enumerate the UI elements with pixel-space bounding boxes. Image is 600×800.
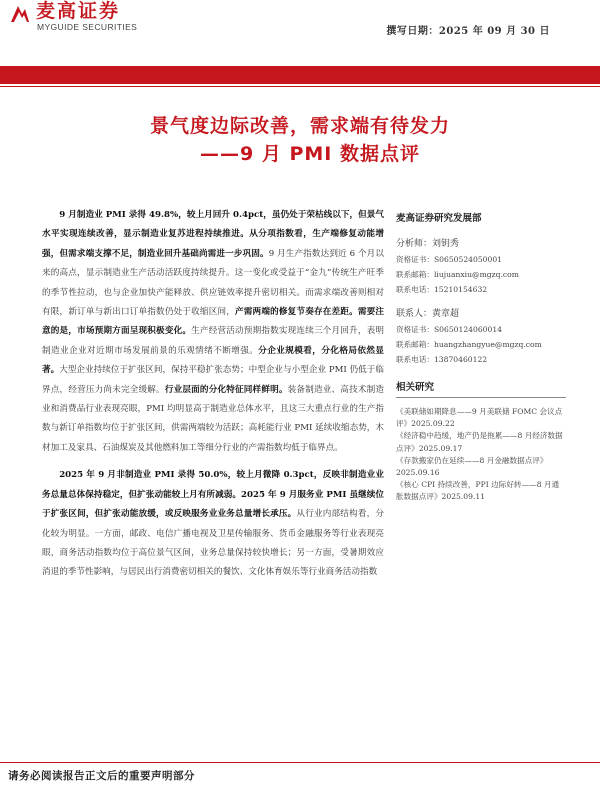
header-divider (0, 86, 600, 87)
related-item[interactable]: 《经济稳中趋缓，地产仍是拖累——8 月经济数据点评》2025.09.17 (396, 431, 563, 453)
text-run: 9 月制造业 PMI 录得 49.8%，较上月回升 0.4pct，虽仍处于荣枯线以下，但景气水平实现连续改善，显示制造业复苏进程持续推进。从分项指数看，生产端修复动能增强，但需求端支撑不足，制造业回升基础尚需进一步巩固。 (42, 210, 384, 259)
footer-divider (0, 762, 600, 763)
report-title (0, 112, 600, 168)
related-item[interactable]: 《存款搬家仍在延续——8 月金融数据点评》2025.09.16 (396, 455, 548, 478)
title-line-2: ——9 月 PMI 数据点评 (200, 143, 420, 165)
related-item[interactable]: 《核心 CPI 持续改善，PPI 边际好转——8 月通胀数据点评》2025.09.11 (396, 480, 560, 502)
analyst-email[interactable]: 联系邮箱：liujuanxiu@mgzq.com (396, 270, 519, 279)
logo-text-en: MYGUIDE SECURITIES (37, 22, 138, 32)
logo-mark-icon (8, 2, 32, 26)
text-run: 大型企业持续位于扩张区间，保持平稳扩张态势；中型企业与小型企业 PMI 仍低于临界点，经营压力尚未完全缓解。 (42, 365, 384, 395)
text-run: 行业层面的分化特征同样鲜明。 (164, 384, 288, 395)
related-research-title: 相关研究 (396, 379, 566, 398)
related-research-list (396, 406, 566, 504)
contact-phone: 联系电话：13870460122 (396, 355, 488, 364)
text-run: 9 月生产指数达到近 6 个月以来的高点，显示制造业生产活动活跃度持续提升。这一变化或受益于“金九”传统生产旺季的季节性拉动，也与企业加快产能释放、供应链效率提升密切相关。而需求端改善则相对有限，新订单与新出口订单指数仍处于收缩区间， (42, 248, 384, 318)
text-run: 2025 年 9 月非制造业 PMI 录得 50.0%，较上月微降 0.3pct，反映非制造业业务总量总体保持稳定，但扩张动能较上月有所减弱。2025 年 9 月服务业 PMI 虽继续位于扩张区间，但扩张动能放缓，或反映服务业业务总量增长承压。 (42, 470, 384, 520)
header-red-bar (0, 66, 600, 84)
footer-disclaimer: 请务必阅读报告正文后的重要声明部分 (8, 770, 195, 782)
company-logo (6, 0, 166, 40)
title-line-1: 景气度边际改善，需求端有待发力 (149, 115, 450, 137)
text-run: 生产经营活动预期指数实现连续三个月回升，表明制造业企业对近期市场发展前景的乐观情绪不断增强。 (42, 326, 384, 356)
contact-cert: 资格证书：S0650124060014 (396, 325, 502, 334)
main-body (42, 206, 384, 585)
spacer (396, 297, 566, 306)
analyst-name: 分析师：刘钥秀 (396, 239, 460, 249)
logo-text-cn: 麦高证券 (36, 0, 121, 22)
sidebar (396, 210, 566, 504)
paragraph-manufacturing (42, 206, 384, 458)
text-run: 从行业内部结构看，分化较为明显。一方面，邮政、电信广播电视及卫星传输服务、货币金融服务等行业表现亮眼，商务活动指数均位于高位景气区间，业务总量保持较快增长；另一方面，受暑期效应消退的季节性影响，与居民出行消费密切相关的餐饮、文化体育娱乐等行业商务活动指数 (42, 509, 384, 578)
page-header (0, 0, 600, 62)
contact-name: 联系人：黄章超 (396, 309, 460, 319)
paragraph-non-manufacturing (42, 466, 384, 582)
text-run: 产需两端的修复节奏存在差距。需要注意的是，市场预期方面呈现积极变化。 (42, 307, 384, 337)
related-item[interactable]: 《美联储如期降息——9 月美联储 FOMC 会议点评》2025.09.22 (396, 407, 563, 429)
institute-name: 麦高证券研究发展部 (396, 213, 482, 224)
analyst-cert: 资格证书：S0650524050001 (396, 255, 502, 264)
text-run: 分企业规模看，分化格局依然显著。 (42, 345, 384, 376)
report-date: 撰写日期：2025 年 09 月 30 日 (386, 26, 550, 37)
analyst-phone: 联系电话：15210154632 (396, 285, 488, 294)
text-run: 装备制造业、高技术制造业和消费品行业表现亮眼，PMI 均明显高于制造业总体水平，且这三大重点行业的生产指数与新订单指数均位于扩张区间，供需两端较为活跃；高耗能行业 PMI 延续收缩态势，木材加工及家具、石油煤炭及其他燃料加工等细分行业的产需指数均低于临界点。 (42, 384, 384, 453)
contact-email[interactable]: 联系邮箱：huangzhangyue@mgzq.com (396, 340, 542, 349)
